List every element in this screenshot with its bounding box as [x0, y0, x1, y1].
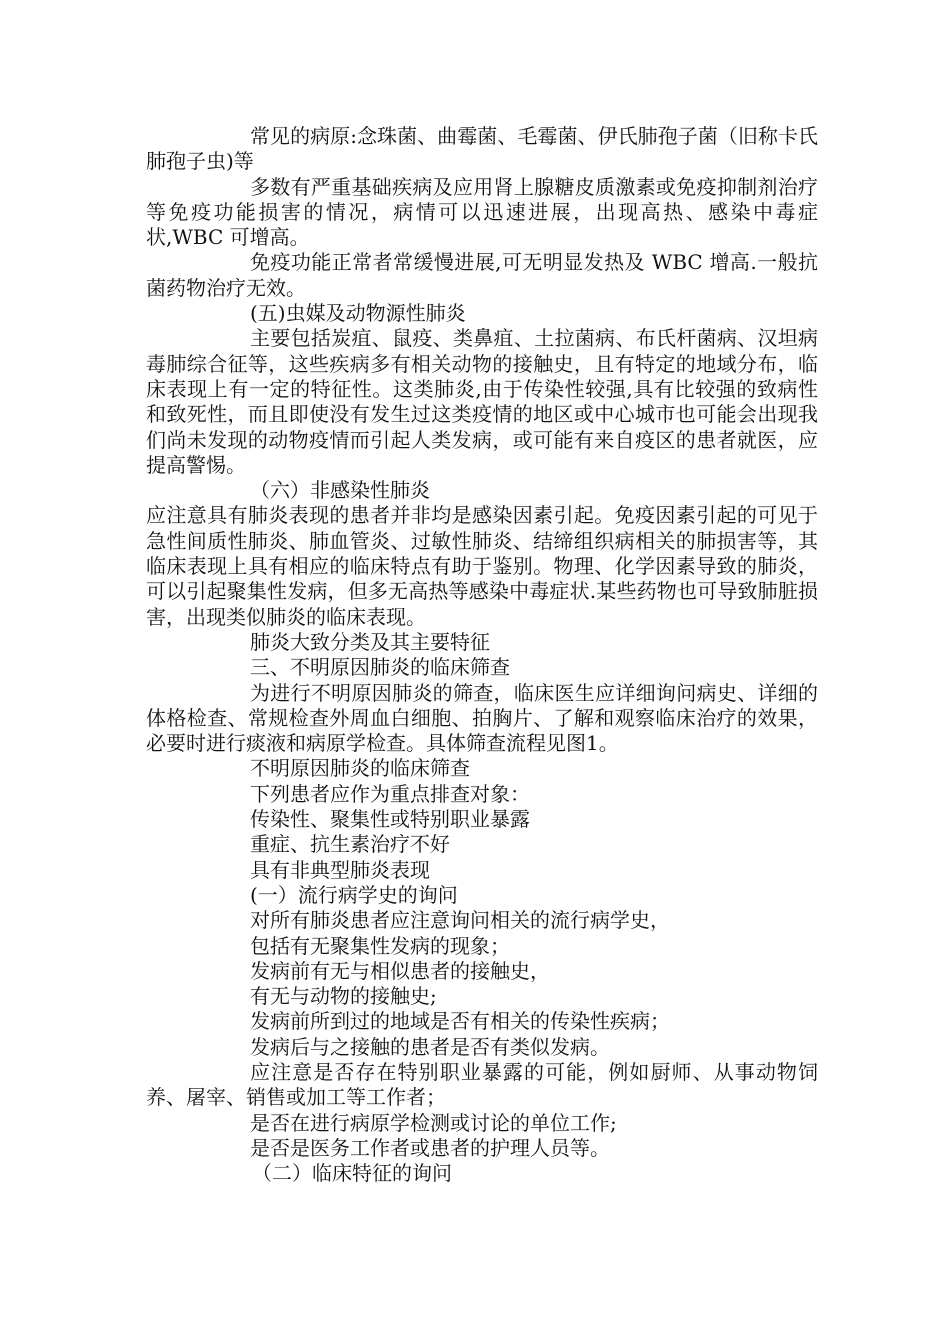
list-item-epi-4: 有无与动物的接触史; — [250, 984, 437, 1009]
list-item-priority-1: 传染性、聚集性或特别职业暴露 — [250, 807, 530, 832]
list-item-medical-worker: 是否是医务工作者或患者的护理人员等。 — [250, 1135, 610, 1160]
heading-clinical-features: （二）临床特征的询问 — [252, 1161, 452, 1186]
heading-vector-zoonotic-pneumonia: (五)虫媒及动物源性肺炎 — [250, 301, 466, 326]
paragraph-occupational-exposure: 应注意是否存在特别职业暴露的可能，例如厨师、从事动物饲养、屠宰、销售或加工等工作者； — [146, 1059, 818, 1110]
list-item-epi-2: 包括有无聚集性发病的现象； — [250, 933, 510, 958]
caption-pneumonia-classification: 肺炎大致分类及其主要特征 — [250, 629, 490, 654]
heading-epidemiology-history: (一）流行病学史的询问 — [250, 882, 458, 907]
document-body — [146, 124, 818, 1186]
heading-noninfectious-pneumonia: （六）非感染性肺炎 — [250, 478, 430, 503]
list-item-priority-2: 重症、抗生素治疗不好 — [250, 832, 450, 857]
list-item-epi-1: 对所有肺炎患者应注意询问相关的流行病学史， — [250, 908, 670, 933]
paragraph-screening-procedure: 为进行不明原因肺炎的筛查，临床医生应详细询问病史、详细的体格检查、常规检查外周血白细胞、拍胸片、了解和观察临床治疗的效果，必要时进行痰液和病原学检查。具体筛查流程见图1。 — [146, 680, 818, 756]
paragraph-immunocompetent: 免疫功能正常者常缓慢进展,可无明显发热及 WBC 增高.一般抗菌药物治疗无效。 — [146, 250, 818, 300]
list-item-priority-3: 具有非典型肺炎表现 — [250, 857, 430, 882]
paragraph-pathogens: 常见的病原:念珠菌、曲霉菌、毛霉菌、伊氏肺孢子菌（旧称卡氏肺孢子虫)等 — [146, 124, 818, 174]
paragraph-vector-zoonotic: 主要包括炭疽、鼠疫、类鼻疽、土拉菌病、布氏杆菌病、汉坦病毒肺综合征等，这些疾病多有相关动物的接触史，且有特定的地域分布，临床表现上有一定的特征性。这类肺炎,由于传染性较强,具有比较强的致病性和致死性，而且即使没有发生过这类疫情的地区或中心城市也可能会出现我们尚未发现的动物疫情而引起人类发病，或可能有来自疫区的患者就医，应提高警惕。 — [146, 326, 818, 477]
figure-title-screening: 不明原因肺炎的临床筛查 — [250, 756, 470, 781]
list-item-epi-6: 发病后与之接触的患者是否有类似发病。 — [250, 1034, 610, 1059]
list-item-priority-intro: 下列患者应作为重点排查对象： — [250, 781, 530, 806]
list-item-lab-work: 是否在进行病原学检测或讨论的单位工作; — [250, 1110, 617, 1135]
paragraph-immunocompromised: 多数有严重基础疾病及应用肾上腺糖皮质激素或免疫抑制剂治疗等免疫功能损害的情况，病情可以迅速进展，出现高热、感染中毒症状,WBC 可增高。 — [146, 174, 818, 250]
heading-clinical-screening: 三、不明原因肺炎的临床筛查 — [250, 655, 510, 680]
list-item-epi-3: 发病前有无与相似患者的接触史， — [250, 958, 550, 983]
paragraph-noninfectious: 应注意具有肺炎表现的患者并非均是感染因素引起。免疫因素引起的可见于急性间质性肺炎、肺血管炎、过敏性肺炎、结缔组织病相关的肺损害等，其临床表现上具有相应的临床特点有助于鉴别。物理、化学因素导致的肺炎，可以引起聚集性发病，但多无高热等感染中毒症状.某些药物也可导致肺脏损害，出现类似肺炎的临床表现。 — [146, 503, 818, 629]
list-item-epi-5: 发病前所到过的地域是否有相关的传染性疾病； — [250, 1009, 670, 1034]
